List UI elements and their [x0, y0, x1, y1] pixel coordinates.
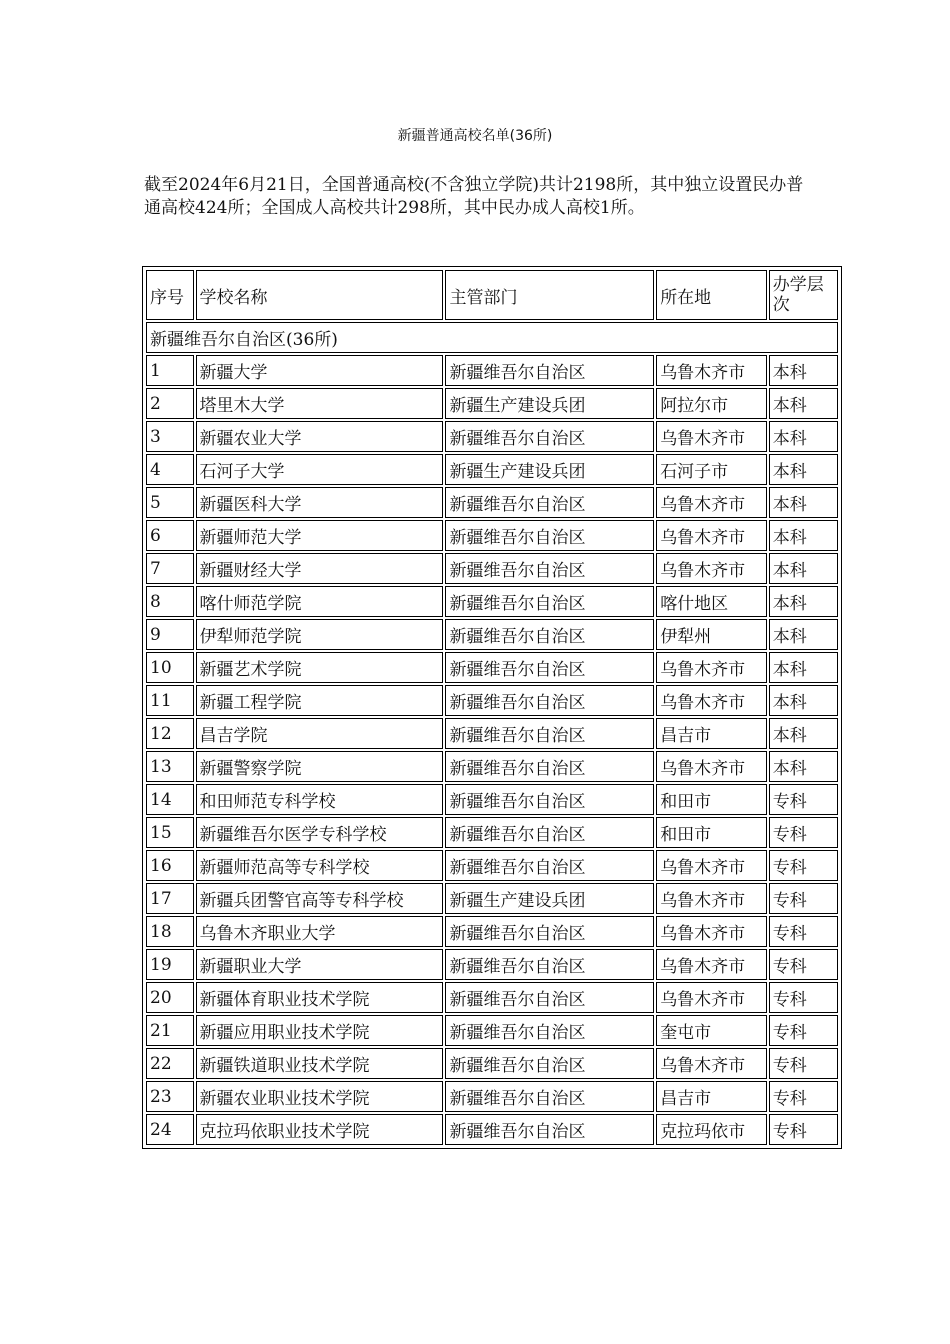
- school-table: [144, 268, 840, 1147]
- cell-location: 乌鲁木齐市: [656, 421, 767, 452]
- table-row: [146, 916, 838, 947]
- cell-school-name: 新疆体育职业技术学院: [196, 982, 444, 1013]
- cell-school-name: 新疆大学: [196, 355, 444, 386]
- cell-school-name: 塔里木大学: [196, 388, 444, 419]
- cell-index: 1: [146, 355, 194, 386]
- table-row: [146, 1048, 838, 1079]
- cell-school-name: 新疆铁道职业技术学院: [196, 1048, 444, 1079]
- cell-level: 本科: [769, 751, 838, 782]
- table-row: [146, 1081, 838, 1112]
- cell-department: 新疆维吾尔自治区: [445, 1048, 654, 1079]
- cell-location: 昌吉市: [656, 1081, 767, 1112]
- cell-department: 新疆生产建设兵团: [445, 454, 654, 485]
- cell-location: 乌鲁木齐市: [656, 652, 767, 683]
- table-row: [146, 553, 838, 584]
- table-row: [146, 982, 838, 1013]
- table-row: [146, 718, 838, 749]
- cell-index: 3: [146, 421, 194, 452]
- cell-level: 本科: [769, 454, 838, 485]
- cell-location: 乌鲁木齐市: [656, 982, 767, 1013]
- cell-department: 新疆维吾尔自治区: [445, 1015, 654, 1046]
- cell-location: 乌鲁木齐市: [656, 850, 767, 881]
- header-index: 序号: [146, 270, 194, 320]
- cell-school-name: 新疆职业大学: [196, 949, 444, 980]
- cell-index: 18: [146, 916, 194, 947]
- cell-level: 本科: [769, 553, 838, 584]
- cell-index: 7: [146, 553, 194, 584]
- cell-department: 新疆维吾尔自治区: [445, 784, 654, 815]
- cell-index: 21: [146, 1015, 194, 1046]
- cell-department: 新疆维吾尔自治区: [445, 751, 654, 782]
- cell-location: 乌鲁木齐市: [656, 520, 767, 551]
- table-row: [146, 1114, 838, 1145]
- cell-location: 和田市: [656, 817, 767, 848]
- cell-location: 乌鲁木齐市: [656, 916, 767, 947]
- cell-department: 新疆维吾尔自治区: [445, 817, 654, 848]
- cell-location: 乌鲁木齐市: [656, 1048, 767, 1079]
- cell-school-name: 昌吉学院: [196, 718, 444, 749]
- cell-department: 新疆维吾尔自治区: [445, 982, 654, 1013]
- table-row: [146, 388, 838, 419]
- region-label: 新疆维吾尔自治区(36所): [146, 322, 838, 353]
- cell-level: 本科: [769, 619, 838, 650]
- cell-location: 阿拉尔市: [656, 388, 767, 419]
- cell-location: 乌鲁木齐市: [656, 883, 767, 914]
- region-row: [146, 322, 838, 353]
- table-row: [146, 652, 838, 683]
- cell-department: 新疆维吾尔自治区: [445, 949, 654, 980]
- cell-school-name: 新疆师范高等专科学校: [196, 850, 444, 881]
- table-row: [146, 949, 838, 980]
- cell-index: 8: [146, 586, 194, 617]
- cell-department: 新疆生产建设兵团: [445, 388, 654, 419]
- cell-department: 新疆维吾尔自治区: [445, 685, 654, 716]
- cell-index: 10: [146, 652, 194, 683]
- school-table-container: [142, 266, 842, 1149]
- cell-level: 专科: [769, 850, 838, 881]
- cell-index: 22: [146, 1048, 194, 1079]
- cell-level: 专科: [769, 883, 838, 914]
- table-row: [146, 850, 838, 881]
- cell-department: 新疆维吾尔自治区: [445, 619, 654, 650]
- cell-level: 本科: [769, 652, 838, 683]
- table-row: [146, 784, 838, 815]
- cell-index: 2: [146, 388, 194, 419]
- cell-school-name: 新疆艺术学院: [196, 652, 444, 683]
- table-row: [146, 421, 838, 452]
- cell-location: 克拉玛依市: [656, 1114, 767, 1145]
- cell-location: 乌鲁木齐市: [656, 487, 767, 518]
- cell-department: 新疆维吾尔自治区: [445, 718, 654, 749]
- cell-location: 乌鲁木齐市: [656, 355, 767, 386]
- table-row: [146, 355, 838, 386]
- cell-level: 本科: [769, 586, 838, 617]
- cell-level: 专科: [769, 1048, 838, 1079]
- table-row: [146, 586, 838, 617]
- cell-department: 新疆维吾尔自治区: [445, 586, 654, 617]
- table-row: [146, 487, 838, 518]
- table-row: [146, 619, 838, 650]
- header-department: 主管部门: [445, 270, 654, 320]
- cell-department: 新疆维吾尔自治区: [445, 553, 654, 584]
- cell-index: 23: [146, 1081, 194, 1112]
- cell-school-name: 新疆兵团警官高等专科学校: [196, 883, 444, 914]
- cell-index: 15: [146, 817, 194, 848]
- cell-school-name: 和田师范专科学校: [196, 784, 444, 815]
- cell-level: 本科: [769, 388, 838, 419]
- header-level: 办学层次: [769, 270, 838, 320]
- cell-department: 新疆维吾尔自治区: [445, 1081, 654, 1112]
- cell-department: 新疆生产建设兵团: [445, 883, 654, 914]
- cell-location: 乌鲁木齐市: [656, 685, 767, 716]
- cell-level: 专科: [769, 1114, 838, 1145]
- cell-location: 和田市: [656, 784, 767, 815]
- cell-index: 17: [146, 883, 194, 914]
- cell-index: 9: [146, 619, 194, 650]
- cell-school-name: 新疆师范大学: [196, 520, 444, 551]
- table-row: [146, 520, 838, 551]
- table-row: [146, 454, 838, 485]
- cell-index: 14: [146, 784, 194, 815]
- cell-level: 专科: [769, 982, 838, 1013]
- cell-index: 24: [146, 1114, 194, 1145]
- cell-level: 本科: [769, 718, 838, 749]
- cell-school-name: 新疆医科大学: [196, 487, 444, 518]
- intro-paragraph: 截至2024年6月21日，全国普通高校(不含独立学院)共计2198所，其中独立设置民办普通高校424所；全国成人高校共计298所，其中民办成人高校1所。: [144, 175, 804, 218]
- cell-index: 6: [146, 520, 194, 551]
- cell-department: 新疆维吾尔自治区: [445, 421, 654, 452]
- cell-location: 奎屯市: [656, 1015, 767, 1046]
- cell-department: 新疆维吾尔自治区: [445, 916, 654, 947]
- table-row: [146, 817, 838, 848]
- cell-level: 本科: [769, 355, 838, 386]
- table-row: [146, 883, 838, 914]
- cell-location: 石河子市: [656, 454, 767, 485]
- cell-school-name: 新疆农业职业技术学院: [196, 1081, 444, 1112]
- table-row: [146, 1015, 838, 1046]
- cell-location: 乌鲁木齐市: [656, 751, 767, 782]
- cell-department: 新疆维吾尔自治区: [445, 652, 654, 683]
- cell-school-name: 新疆工程学院: [196, 685, 444, 716]
- cell-school-name: 乌鲁木齐职业大学: [196, 916, 444, 947]
- cell-school-name: 新疆维吾尔医学专科学校: [196, 817, 444, 848]
- cell-index: 13: [146, 751, 194, 782]
- cell-department: 新疆维吾尔自治区: [445, 487, 654, 518]
- header-school-name: 学校名称: [196, 270, 444, 320]
- cell-level: 专科: [769, 1015, 838, 1046]
- cell-level: 本科: [769, 520, 838, 551]
- table-header-row: [146, 270, 838, 320]
- cell-level: 专科: [769, 817, 838, 848]
- cell-department: 新疆维吾尔自治区: [445, 355, 654, 386]
- cell-school-name: 新疆农业大学: [196, 421, 444, 452]
- cell-index: 4: [146, 454, 194, 485]
- table-row: [146, 685, 838, 716]
- table-row: [146, 751, 838, 782]
- cell-level: 专科: [769, 784, 838, 815]
- cell-index: 20: [146, 982, 194, 1013]
- cell-school-name: 新疆应用职业技术学院: [196, 1015, 444, 1046]
- cell-level: 本科: [769, 421, 838, 452]
- cell-school-name: 伊犁师范学院: [196, 619, 444, 650]
- cell-index: 12: [146, 718, 194, 749]
- cell-index: 5: [146, 487, 194, 518]
- cell-school-name: 新疆警察学院: [196, 751, 444, 782]
- cell-index: 11: [146, 685, 194, 716]
- cell-location: 伊犁州: [656, 619, 767, 650]
- cell-school-name: 克拉玛依职业技术学院: [196, 1114, 444, 1145]
- cell-location: 昌吉市: [656, 718, 767, 749]
- cell-department: 新疆维吾尔自治区: [445, 1114, 654, 1145]
- cell-school-name: 新疆财经大学: [196, 553, 444, 584]
- cell-level: 本科: [769, 487, 838, 518]
- cell-level: 专科: [769, 1081, 838, 1112]
- header-location: 所在地: [656, 270, 767, 320]
- cell-department: 新疆维吾尔自治区: [445, 850, 654, 881]
- cell-school-name: 石河子大学: [196, 454, 444, 485]
- cell-location: 乌鲁木齐市: [656, 553, 767, 584]
- cell-index: 16: [146, 850, 194, 881]
- cell-department: 新疆维吾尔自治区: [445, 520, 654, 551]
- page-title: 新疆普通高校名单(36所): [397, 128, 553, 144]
- cell-school-name: 喀什师范学院: [196, 586, 444, 617]
- cell-index: 19: [146, 949, 194, 980]
- cell-level: 专科: [769, 949, 838, 980]
- cell-location: 乌鲁木齐市: [656, 949, 767, 980]
- cell-level: 专科: [769, 916, 838, 947]
- cell-location: 喀什地区: [656, 586, 767, 617]
- cell-level: 本科: [769, 685, 838, 716]
